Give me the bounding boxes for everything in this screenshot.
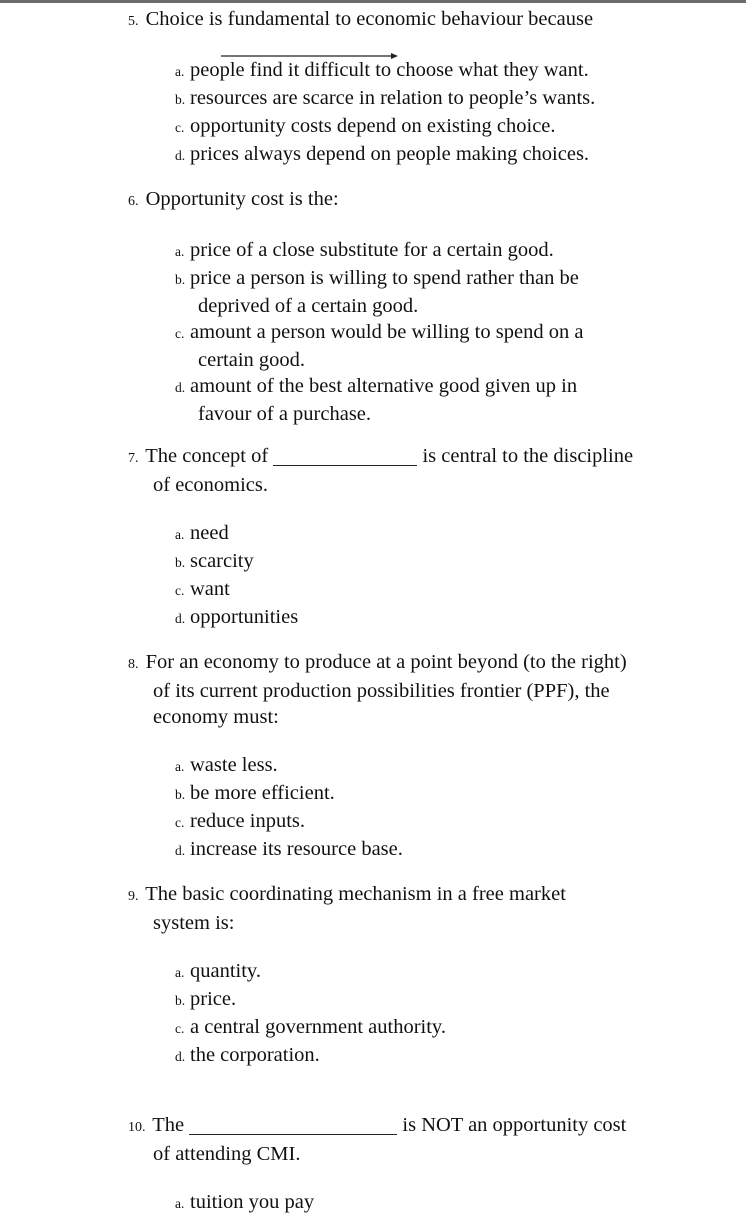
question-7-options — [175, 520, 645, 632]
question-10 — [128, 1112, 688, 1167]
option-text: tuition you pay — [190, 1191, 315, 1213]
option-c[interactable] — [175, 808, 645, 836]
option-c[interactable] — [175, 319, 645, 373]
option-text: quantity. — [190, 960, 261, 982]
question-6 — [128, 186, 688, 215]
option-letter: b. — [175, 92, 186, 107]
question-stem-continued: economy must: — [153, 706, 279, 728]
option-letter: c. — [175, 120, 185, 135]
option-c[interactable] — [175, 1014, 645, 1042]
question-number: 6. — [128, 194, 139, 209]
option-text: opportunity costs depend on existing choice. — [190, 115, 556, 137]
option-text: the corporation. — [190, 1044, 320, 1066]
option-text: resources are scarce in relation to people’s wants. — [190, 87, 596, 109]
question-stem-continued: of economics. — [153, 474, 268, 496]
option-letter: d. — [175, 843, 186, 858]
answer-blank[interactable] — [189, 1114, 397, 1135]
option-letter: c. — [175, 815, 185, 830]
question-stem-before: The — [152, 1114, 185, 1136]
option-letter: a. — [175, 527, 185, 542]
question-8-options — [175, 752, 645, 864]
question-stem: For an economy to produce at a point beyond (to the right) — [145, 651, 627, 673]
question-9-options — [175, 958, 645, 1070]
option-text: a central government authority. — [190, 1016, 446, 1038]
question-stem: The basic coordinating mechanism in a free market — [145, 883, 566, 905]
option-text: waste less. — [190, 754, 278, 776]
question-5 — [128, 6, 688, 35]
option-letter: a. — [175, 1196, 185, 1211]
question-stem: Opportunity cost is the: — [145, 188, 339, 210]
question-number: 10. — [128, 1120, 146, 1135]
option-letter: a. — [175, 759, 185, 774]
question-stem-continued: system is: — [153, 912, 235, 934]
top-border — [0, 0, 746, 3]
option-letter: a. — [175, 965, 185, 980]
option-text: amount a person would be willing to spend on a — [190, 321, 584, 343]
option-a[interactable] — [175, 520, 645, 548]
question-number: 5. — [128, 14, 139, 29]
option-text: price of a close substitute for a certain good. — [190, 239, 554, 261]
option-text: reduce inputs. — [190, 810, 305, 832]
option-a[interactable] — [175, 1189, 645, 1217]
question-10-options — [175, 1189, 645, 1217]
question-7 — [128, 443, 688, 498]
option-letter: d. — [175, 1049, 186, 1064]
option-text: be more efficient. — [190, 782, 335, 804]
option-letter: b. — [175, 787, 186, 802]
question-8 — [128, 649, 708, 730]
question-9 — [128, 881, 688, 936]
option-letter: d. — [175, 611, 186, 626]
option-text-continued: favour of a purchase. — [198, 403, 372, 425]
question-stem-before: The concept of — [145, 445, 269, 467]
option-text: people find it difficult to choose what they want. — [190, 59, 589, 81]
option-a[interactable] — [175, 237, 645, 265]
option-text-continued: certain good. — [198, 349, 306, 371]
question-stem-continued: of its current production possibilities frontier (PPF), the — [153, 680, 610, 702]
option-letter: b. — [175, 993, 186, 1008]
option-b[interactable] — [175, 986, 645, 1014]
option-letter: a. — [175, 244, 185, 259]
option-a[interactable] — [175, 57, 645, 85]
option-letter: b. — [175, 555, 186, 570]
question-number: 8. — [128, 657, 139, 672]
option-d[interactable] — [175, 604, 645, 632]
option-b[interactable] — [175, 265, 645, 319]
option-b[interactable] — [175, 780, 645, 808]
option-text: amount of the best alternative good given up in — [190, 375, 578, 397]
option-text: scarcity — [190, 550, 254, 572]
question-6-options — [175, 237, 645, 427]
option-letter: b. — [175, 272, 186, 287]
option-text: opportunities — [190, 606, 299, 628]
option-text: price. — [190, 988, 237, 1010]
option-c[interactable] — [175, 113, 645, 141]
option-a[interactable] — [175, 958, 645, 986]
option-d[interactable] — [175, 836, 645, 864]
option-text: increase its resource base. — [190, 838, 403, 860]
question-stem: Choice is fundamental to economic behaviour because — [145, 8, 594, 30]
question-number: 7. — [128, 451, 139, 466]
option-letter: a. — [175, 64, 185, 79]
option-letter: c. — [175, 583, 185, 598]
question-number: 9. — [128, 889, 139, 904]
option-b[interactable] — [175, 85, 645, 113]
option-letter: d. — [175, 148, 186, 163]
option-text: price a person is willing to spend rather than be — [190, 267, 579, 289]
option-a[interactable] — [175, 752, 645, 780]
question-stem-after: is central to the discipline — [422, 445, 634, 467]
option-letter: c. — [175, 1021, 185, 1036]
option-d[interactable] — [175, 1042, 645, 1070]
option-c[interactable] — [175, 576, 645, 604]
option-d[interactable] — [175, 373, 645, 427]
option-letter: d. — [175, 380, 186, 395]
option-letter: c. — [175, 326, 185, 341]
option-b[interactable] — [175, 548, 645, 576]
question-5-options — [175, 57, 645, 169]
question-stem-after: is NOT an opportunity cost — [402, 1114, 627, 1136]
option-text: prices always depend on people making choices. — [190, 143, 590, 165]
option-d[interactable] — [175, 141, 645, 169]
option-text: want — [190, 578, 230, 600]
option-text-continued: deprived of a certain good. — [198, 295, 419, 317]
question-stem-continued: of attending CMI. — [153, 1143, 301, 1165]
option-text: need — [190, 522, 229, 544]
answer-blank[interactable] — [273, 445, 417, 466]
